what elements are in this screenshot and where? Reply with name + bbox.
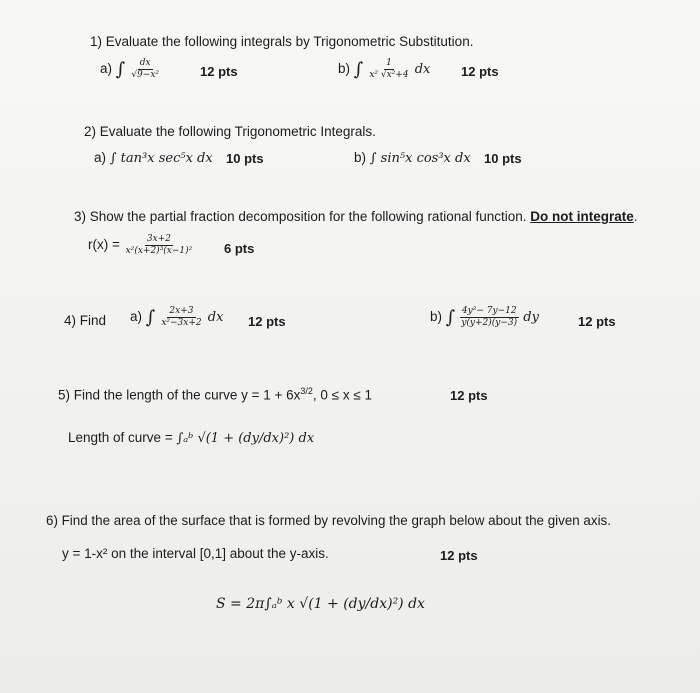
q5-title-text: 5) Find the length of the curve y = 1 + 6x bbox=[58, 387, 301, 403]
q3-title bbox=[74, 209, 638, 224]
integral-icon: ∫ bbox=[445, 307, 456, 328]
q5-range: , 0 ≤ x ≤ 1 bbox=[312, 387, 373, 403]
q1b-fraction bbox=[367, 58, 410, 81]
q1b-label: b) bbox=[338, 61, 351, 76]
q4a-label: a) bbox=[130, 309, 143, 324]
q4a-fraction bbox=[159, 306, 203, 329]
q4b-label: b) bbox=[430, 309, 443, 324]
q1b-numerator: 1 bbox=[386, 58, 392, 68]
q4a-numerator: 2x+3 bbox=[169, 306, 194, 316]
q5-formula-expression: ∫ₐᵇ √(1 + (dy/dx)²) dx bbox=[176, 431, 315, 446]
q3-numerator: 3x+2 bbox=[146, 234, 171, 244]
q3-title-text: 3) Show the partial fraction decomposition for the following rational function. bbox=[74, 209, 527, 224]
q2b bbox=[354, 150, 471, 166]
q2b-points: 10 pts bbox=[484, 151, 522, 166]
q1b bbox=[338, 58, 430, 81]
q4a-denominator: x²−3x+2 bbox=[161, 318, 202, 328]
integral-icon: ∫ bbox=[115, 59, 126, 80]
q3-fraction bbox=[124, 234, 195, 257]
q1b-denominator: x² √x²+4 bbox=[369, 70, 409, 80]
q2b-label: b) bbox=[354, 150, 367, 165]
q3-period: . bbox=[633, 209, 638, 224]
q5-exponent: 3/2 bbox=[300, 386, 313, 396]
q3-note: Do not integrate bbox=[530, 209, 634, 224]
q6-title: 6) Find the area of the surface that is formed by revolving the graph below about the given axis. bbox=[46, 513, 611, 528]
q1a-points: 12 pts bbox=[200, 64, 238, 79]
q1b-points: 12 pts bbox=[461, 64, 499, 79]
q1a-label: a) bbox=[100, 61, 113, 76]
q2a-label: a) bbox=[94, 150, 107, 165]
integral-icon: ∫ bbox=[353, 59, 364, 80]
q4b-differential: dy bbox=[523, 310, 539, 325]
q5-points: 12 pts bbox=[450, 388, 488, 403]
q1a-numerator: dx bbox=[139, 58, 151, 68]
q1-title: 1) Evaluate the following integrals by Trigonometric Substitution. bbox=[90, 34, 474, 49]
q4b-denominator: y(y+2)(y−3) bbox=[461, 318, 518, 328]
q1a bbox=[100, 58, 161, 81]
q4b-points: 12 pts bbox=[578, 314, 616, 329]
q6-curve: y = 1-x² on the interval [0,1] about the y-axis. bbox=[62, 546, 329, 561]
q2a bbox=[94, 150, 213, 166]
q4b bbox=[430, 306, 539, 329]
q6-formula: S = 2π∫ₐᵇ x √(1 + (dy/dx)²) dx bbox=[216, 596, 425, 612]
q4b-fraction bbox=[459, 306, 519, 329]
q6-points: 12 pts bbox=[440, 548, 478, 563]
q3-denominator: x²(x+2)³(x−1)² bbox=[125, 246, 193, 256]
q1a-fraction bbox=[129, 58, 161, 81]
q3-points: 6 pts bbox=[224, 241, 255, 256]
q4a bbox=[130, 306, 223, 329]
q2b-expression: ∫ sin⁵x cos³x dx bbox=[369, 151, 471, 166]
q5-formula-label: Length of curve = bbox=[68, 430, 173, 445]
q5-formula bbox=[68, 430, 314, 446]
q3-lhs: r(x) = bbox=[88, 237, 120, 253]
q1a-denominator: √9−x² bbox=[131, 70, 159, 80]
q2-title: 2) Evaluate the following Trigonometric Integrals. bbox=[84, 124, 376, 139]
integral-icon: ∫ bbox=[145, 307, 156, 328]
q2a-points: 10 pts bbox=[226, 151, 264, 166]
q4b-numerator: 4y²− 7y−12 bbox=[461, 306, 517, 316]
q4a-differential: dx bbox=[207, 310, 224, 325]
q1b-differential: dx bbox=[414, 62, 431, 77]
q4-title: 4) Find bbox=[64, 313, 107, 328]
q3-function bbox=[88, 234, 194, 257]
q4a-points: 12 pts bbox=[248, 314, 286, 329]
q2a-expression: ∫ tan³x sec⁵x dx bbox=[109, 151, 213, 166]
q5-title bbox=[58, 386, 372, 403]
